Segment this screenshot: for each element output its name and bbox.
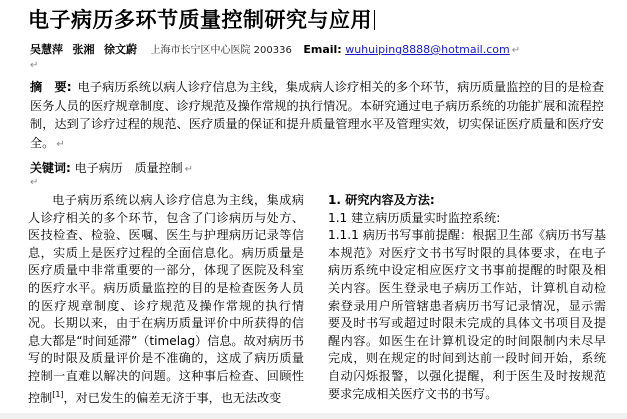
paragraph-mark: ↵ bbox=[184, 164, 194, 175]
paragraph-mark: ↵ bbox=[30, 60, 39, 71]
abstract-label: 摘 要: bbox=[30, 80, 72, 94]
subsection-heading: 1.1 建立病历质量实时监控系统: bbox=[328, 210, 501, 225]
text-cursor bbox=[374, 10, 375, 30]
author-line bbox=[30, 41, 520, 57]
reference-marker[interactable]: [1] bbox=[52, 389, 64, 399]
author-name: 吴慧萍 bbox=[30, 43, 63, 56]
right-paragraph: 1.1.1 病历书写事前提醒：根据卫生部《病历书写基本规范》对医疗文书书写时限的具体要求，在电子病历系统中设定相应医疗文书事前提醒的时限及相关内容。医生登录电子病历工作站，计算机自动检索登录用户所管辖患者病历书写记录情况，显示需要及时书写或超过时限未完成的具体文书项目及提醒内容。如医生在计算机设定的时间限制内未尽早完成，则在规定的时间到达前一段时间开始，系统自动闪烁报警，以强化提醒，利于医生及时按规范要求完成相关医疗文书的书写。 bbox=[328, 228, 606, 401]
abstract-text: 电子病历系统以病人诊疗信息为主线，集成病人诊疗相关的多个环节，病历质量监控的目的是检查医务人员的医疗规章制度、诊疗规范及操作常规的执行情况。本研究通过电子病历系统的功能扩展和流程控制，达到了诊疗过程的规范、医疗质量的保证和提升质量管理水平及管理实效，切实保证医疗质量和医疗安全。 bbox=[30, 80, 605, 150]
horizontal-scrollbar[interactable] bbox=[0, 413, 627, 419]
right-column bbox=[328, 192, 606, 403]
abstract bbox=[30, 78, 604, 154]
document-title: 电子病历多环节质量控制研究与应用 bbox=[28, 4, 375, 34]
keywords-text: 电子病历 质量控制 bbox=[74, 161, 183, 175]
author-org: 上海市长宁区中心医院 200336 bbox=[150, 45, 292, 56]
paragraph-mark: ↵ bbox=[511, 45, 521, 56]
left-text: 电子病历系统以病人诊疗信息为主线，集成病人诊疗相关的多个环节，包含了门诊病历与处方、医技检查、检验、医嘱、医生与护理病历记录等信息，实质上是医疗过程的全面信息化。病历质量是医疗质量中非常重要的一部分，体现了医院及科室的医疗水平。病历质量监控的目的是检查医务人员的医疗规章制度、诊疗规范及操作常规的执行情况。长期以来，由于在病历质量评价中所获得的信息大都是“时间延滞”（timelag）信息。故对病历书写的时限及质量评价是不准确的，这成了病历质量控制一直难以解决的问题。这种事后检查、回顾性控制 bbox=[28, 193, 304, 405]
paragraph-mark: ↵ bbox=[30, 177, 39, 188]
keywords bbox=[30, 159, 193, 176]
paragraph-mark: ↵ bbox=[56, 138, 65, 150]
left-text-cont: ，对已发生的偏差无济于事，也无法改变 bbox=[63, 390, 282, 405]
email-label: Email: bbox=[303, 43, 342, 56]
section-heading: 1. 研究内容及方法: bbox=[328, 193, 435, 207]
left-column-paragraph bbox=[28, 192, 304, 407]
author-name: 徐文蔚 bbox=[104, 43, 137, 56]
email-link[interactable]: wuhuiping8888@hotmail.com bbox=[345, 43, 510, 56]
author-name: 张湘 bbox=[72, 43, 95, 56]
keywords-label: 关键词: bbox=[30, 161, 71, 175]
